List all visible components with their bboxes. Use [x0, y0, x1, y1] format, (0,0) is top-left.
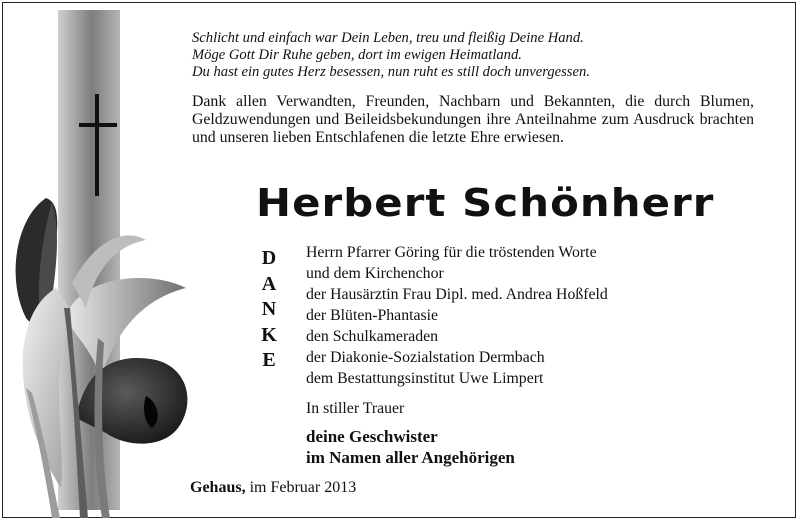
deceased-name: Herbert Schönherr — [256, 181, 715, 225]
list-item: Herrn Pfarrer Göring für die tröstenden Worte — [306, 244, 597, 261]
danke-letter: N — [261, 298, 277, 320]
verse-line: Schlicht und einfach war Dein Leben, treu und fleißig Deine Hand. — [192, 30, 584, 46]
list-item: der Blüten-Phantasie — [306, 307, 439, 324]
verse-line: Möge Gott Dir Ruhe geben, dort im ewigen Heimatland. — [192, 47, 522, 63]
cross-icon — [95, 94, 99, 196]
danke-letter: A — [261, 272, 277, 295]
list-item: der Diakonie-Sozialstation Dermbach — [306, 349, 545, 366]
signature-line: deine Geschwister — [306, 427, 438, 446]
place-date — [190, 479, 356, 497]
place: Gehaus, — [190, 479, 246, 496]
thanks-list — [306, 242, 706, 389]
list-item: den Schulkameraden — [306, 328, 439, 345]
verse-line: Du hast ein gutes Herz besessen, nun ruht es still doch unvergessen. — [192, 64, 590, 80]
calla-lily-illustration — [6, 188, 196, 518]
thanks-paragraph: Dank allen Verwandten, Freunden, Nachbarn und Bekannten, die durch Blumen, Geldzuwendungen und Beileidsbekundungen ihre Anteilnahme zum Ausdruck brachten und unseren lieben Entschlafenen die letzte Ehre erwiesen. — [192, 93, 754, 146]
signature-line: im Namen aller Angehörigen — [306, 448, 515, 467]
signature-block — [306, 426, 515, 468]
list-item: der Hausärztin Frau Dipl. med. Andrea Hoßfeld — [306, 286, 608, 303]
mourning-line: In stiller Trauer — [306, 400, 405, 417]
list-item: und dem Kirchenchor — [306, 265, 444, 282]
danke-vertical — [256, 246, 282, 374]
date: im Februar 2013 — [249, 479, 357, 496]
memorial-verse — [192, 30, 772, 81]
danke-letter: E — [262, 349, 276, 371]
list-item: dem Bestattungsinstitut Uwe Limpert — [306, 370, 544, 387]
cross-icon-bar — [79, 123, 117, 127]
danke-letter: D — [261, 247, 277, 269]
danke-letter: K — [261, 323, 277, 346]
